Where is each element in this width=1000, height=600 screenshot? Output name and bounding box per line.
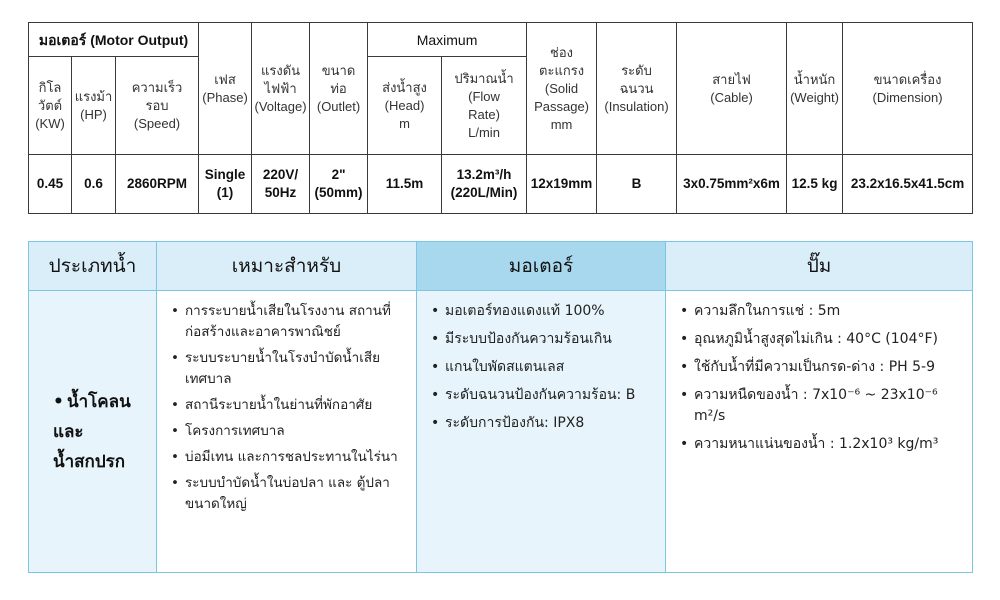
pump-cell <box>666 291 973 573</box>
suitable-for-header: เหมาะสำหรับ <box>157 242 417 291</box>
voltage-value: 220V/ 50Hz <box>252 155 310 214</box>
kw-value: 0.45 <box>29 155 72 214</box>
list-item: • ความหนาแน่นของน้ำ : 1.2x10³ kg/m³ <box>680 434 964 455</box>
motor-header: มอเตอร์ <box>417 242 666 291</box>
bullet-icon: • <box>53 391 64 412</box>
list-item: • ความลึกในการแช่ : 5m <box>680 301 964 322</box>
flow-rate-header: ปริมาณน้ำ (Flow Rate) L/min <box>442 57 527 155</box>
kw-header: กิโล วัตต์ (KW) <box>29 57 72 155</box>
head-value: 11.5m <box>368 155 442 214</box>
water-type-cell <box>29 291 157 573</box>
outlet-value: 2" (50mm) <box>310 155 368 214</box>
head-header: ส่งน้ำสูง (Head) m <box>368 57 442 155</box>
outlet-header: ขนาด ท่อ (Outlet) <box>310 23 368 155</box>
list-item: • การระบายน้ำเสียในโรงงาน สถานที่ก่อสร้างและอาคารพาณิชย์ <box>171 301 408 343</box>
speed-value: 2860RPM <box>116 155 199 214</box>
list-item: • ระดับการป้องกัน: IPX8 <box>431 413 657 434</box>
motor-cell <box>417 291 666 573</box>
pump-list <box>680 301 964 455</box>
phase-value: Single (1) <box>199 155 252 214</box>
maximum-header: Maximum <box>368 23 527 57</box>
spec-table <box>28 22 973 214</box>
weight-value: 12.5 kg <box>787 155 843 214</box>
list-item: • อุณหภูมิน้ำสูงสุดไม่เกิน : 40°C (104°F) <box>680 329 964 350</box>
suitable-for-cell <box>157 291 417 573</box>
list-item: • ใช้กับน้ำที่มีความเป็นกรด-ด่าง : PH 5-9 <box>680 357 964 378</box>
cable-header: สายไฟ (Cable) <box>677 23 787 155</box>
motor-output-header: มอเตอร์ (Motor Output) <box>29 23 199 57</box>
water-type-line: น้ำสกปรก <box>53 451 126 472</box>
list-item: • ระบบระบายน้ำในโรงบำบัดน้ำเสีย เทศบาล <box>171 348 408 390</box>
voltage-header: แรงดัน ไฟฟ้า (Voltage) <box>252 23 310 155</box>
flow-rate-value: 13.2m³/h (220L/Min) <box>442 155 527 214</box>
insulation-value: B <box>597 155 677 214</box>
list-item: • บ่อมีเทน และการชลประทานในไร่นา <box>171 447 408 468</box>
list-item: • มีระบบป้องกันความร้อนเกิน <box>431 329 657 350</box>
dimension-value: 23.2x16.5x41.5cm <box>843 155 973 214</box>
pump-header: ปั๊ม <box>666 242 973 291</box>
motor-list <box>431 301 657 434</box>
dimension-header: ขนาดเครื่อง (Dimension) <box>843 23 973 155</box>
list-item: • ระบบบำบัดน้ำในบ่อปลา และ ตู้ปลาขนาดใหญ่ <box>171 473 408 515</box>
list-item: • สถานีระบายน้ำในย่านที่พักอาศัย <box>171 395 408 416</box>
list-item: • โครงการเทศบาล <box>171 421 408 442</box>
feature-table <box>28 241 973 573</box>
list-item: • มอเตอร์ทองแดงแท้ 100% <box>431 301 657 322</box>
list-item: • ระดับฉนวนป้องกันความร้อน: B <box>431 385 657 406</box>
weight-header: น้ำหนัก (Weight) <box>787 23 843 155</box>
list-item: • ความหนืดของน้ำ : 7x10⁻⁶ ~ 23x10⁻⁶ m²/s <box>680 385 964 427</box>
solid-passage-header: ช่อง ตะแกรง (Solid Passage) mm <box>527 23 597 155</box>
insulation-header: ระดับ ฉนวน (Insulation) <box>597 23 677 155</box>
hp-header: แรงม้า (HP) <box>72 57 116 155</box>
hp-value: 0.6 <box>72 155 116 214</box>
phase-header: เฟส (Phase) <box>199 23 252 155</box>
water-type-header: ประเภทน้ำ <box>29 242 157 291</box>
list-item: • แกนใบพัดสแตนเลส <box>431 357 657 378</box>
suitable-for-list <box>171 301 408 515</box>
solid-passage-value: 12x19mm <box>527 155 597 214</box>
speed-header: ความเร็ว รอบ (Speed) <box>116 57 199 155</box>
cable-value: 3x0.75mm²x6m <box>677 155 787 214</box>
water-type-line: น้ำโคลนและ <box>53 391 131 442</box>
